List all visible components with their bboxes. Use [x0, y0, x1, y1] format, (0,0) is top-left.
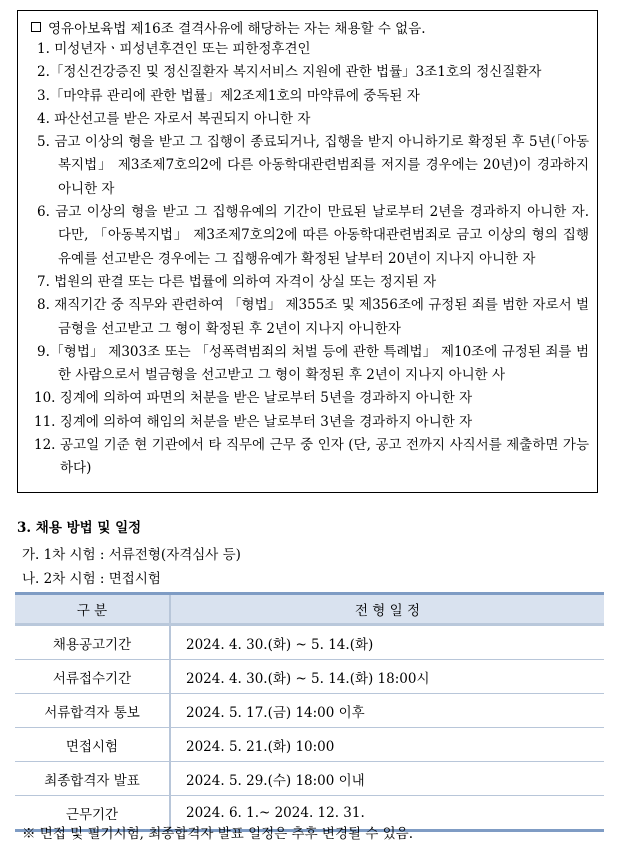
item-text: 징계에 의하여 파면의 처분을 받은 날로부터 5년을 경과하지 아니한 자 [59, 390, 473, 407]
item-number: 4. [37, 110, 50, 127]
list-item [28, 61, 589, 84]
step-1-text: 가. 1차 시험 : 서류전형(자격심사 등) [22, 547, 241, 563]
item-number: 12. [34, 437, 56, 454]
list-item [28, 201, 589, 271]
row-value: 2024. 5. 17.(금) 14:00 이후 [170, 694, 604, 728]
item-text: 「정신건강증진 및 정신질환자 복지서비스 지원에 관한 법률」3조1호의 정신질환자 [49, 64, 542, 81]
list-item [28, 85, 589, 108]
item-number: 11. [34, 413, 56, 430]
item-number: 1. [37, 41, 50, 57]
row-value: 2024. 5. 29.(수) 18:00 이내 [170, 762, 604, 796]
item-number: 6. [37, 204, 50, 221]
row-label: 서류접수기간 [15, 660, 170, 694]
item-text: 미성년자ㆍ피성년후견인 또는 피한정후견인 [54, 41, 311, 57]
disqualification-box [17, 10, 598, 493]
list-item [28, 38, 589, 61]
item-text: 금고 이상의 형을 받고 그 집행유예의 기간이 만료된 날로부터 2년을 경과하지 아니한 자. 다만, 「아동복지법」 제3조제7호의2에 따른 아동학대관련범죄로 금고 이상의 형의 집행유예를 선고받은 경우에는 그 집행유예가 확정된 날부터 20년이 지나지 아니한 자 [55, 204, 589, 267]
item-text: 법원의 판결 또는 다른 법률에 의하여 자격이 상실 또는 정지된 자 [54, 273, 437, 290]
schedule-table [15, 592, 604, 832]
item-number: 2. [37, 64, 50, 81]
item-number: 5. [37, 134, 50, 151]
disqualification-heading-row [28, 15, 589, 38]
table-row [15, 694, 604, 728]
row-value: 2024. 5. 21.(화) 10:00 [170, 728, 604, 762]
item-number: 7. [37, 273, 50, 290]
item-text: 「형법」 제303조 또는 「성폭력범죄의 처벌 등에 관한 특례법」 제10조에 규정된 죄를 범한 사람으로서 벌금형을 선고받고 그 형이 확정된 후 2년이 지나지 아니한 사 [49, 343, 589, 384]
item-text: 「마약류 관리에 관한 법률」제2조제1호의 마약류에 중독된 자 [49, 87, 420, 104]
schedule-note: ※ 면접 및 필기시험, 최종합격자 발표 일정은 추후 변경될 수 있음. [22, 826, 414, 842]
item-number: 8. [37, 297, 50, 314]
item-text: 재직기간 중 직무와 관련하여 「형법」 제355조 및 제356조에 규정된 죄를 범한 자로서 벌금형을 선고받고 그 형이 확정된 후 2년이 지나지 아니한자 [54, 297, 589, 337]
row-label: 최종합격자 발표 [15, 762, 170, 796]
item-text: 공고일 기준 현 기관에서 타 직무에 근무 중 인자 (단, 공고 전까지 사직서를 제출하면 가능하다) [60, 437, 590, 477]
row-label: 근무기간 [15, 796, 170, 831]
row-label: 면접시험 [15, 728, 170, 762]
table-row [15, 625, 604, 660]
row-label: 서류합격자 통보 [15, 694, 170, 728]
row-value: 2024. 6. 1.~ 2024. 12. 31. [170, 796, 604, 831]
list-item [28, 387, 589, 410]
list-item [28, 108, 589, 131]
section-title: 3. 채용 방법 및 일정 [17, 520, 142, 536]
item-text: 금고 이상의 형을 받고 그 집행이 종료되거나, 집행을 받지 아니하기로 확정된 후 5년(「아동복지법」 제3조제7호의2에 다른 아동학대관련범죄를 저지를 경우에는 20년)이 경과하지 아니한 자 [54, 134, 590, 197]
item-text: 파산선고를 받은 자로서 복권되지 아니한 자 [54, 110, 311, 127]
list-item [28, 131, 589, 201]
list-item [28, 411, 589, 434]
header-schedule: 전 형 일 정 [170, 594, 604, 625]
table-row [15, 762, 604, 796]
table-row [15, 728, 604, 762]
checkbox-square-icon [31, 22, 41, 32]
item-text: 징계에 의하여 해임의 처분을 받은 날로부터 3년을 경과하지 아니한 자 [59, 413, 473, 430]
item-number: 10. [34, 390, 56, 407]
table-header-row [15, 594, 604, 625]
row-label: 채용공고기간 [15, 625, 170, 660]
list-item [28, 434, 589, 481]
list-item [28, 271, 589, 294]
table-row [15, 660, 604, 694]
item-number: 9. [37, 343, 50, 360]
row-value: 2024. 4. 30.(화) ~ 5. 14.(화) 18:00시 [170, 660, 604, 694]
list-item [28, 341, 589, 388]
list-item [28, 294, 589, 341]
item-number: 3. [37, 87, 50, 104]
header-category: 구 분 [15, 594, 170, 625]
row-value: 2024. 4. 30.(화) ~ 5. 14.(화) [170, 625, 604, 660]
disqualification-heading: 영유아보육법 제16조 결격사유에 해당하는 자는 채용할 수 없음. [48, 20, 426, 37]
step-2-text: 나. 2차 시험 : 면접시험 [22, 571, 161, 587]
